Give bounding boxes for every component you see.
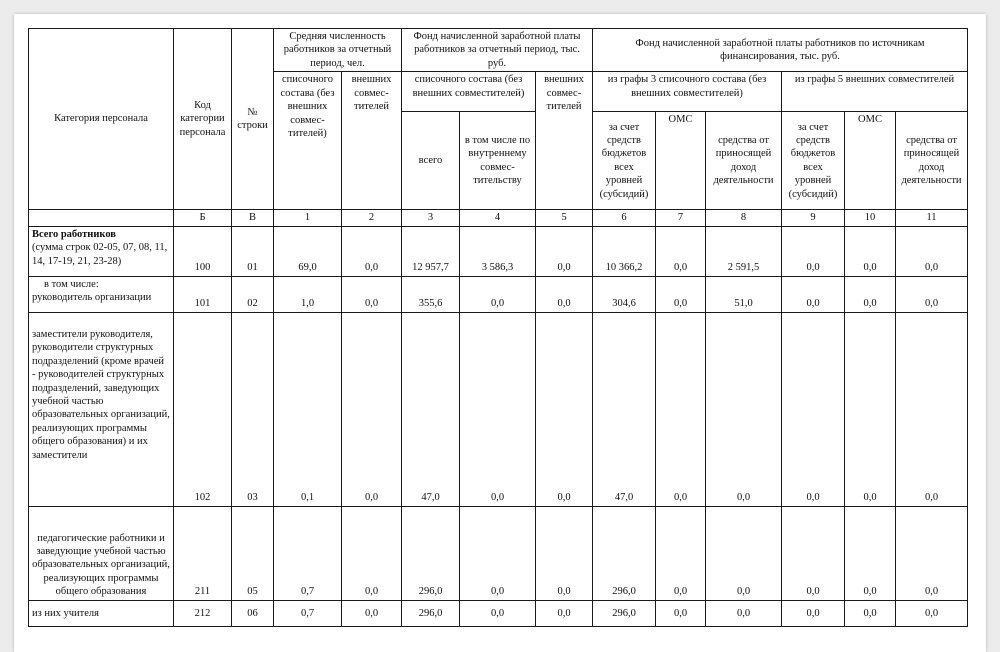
cell-value: 0,0 [896,506,968,600]
row-code: 101 [174,276,232,312]
document-sheet [14,14,986,652]
cell-value: 0,0 [706,312,782,506]
cell-value: 0,0 [342,600,402,626]
cell-value: 296,0 [593,506,656,600]
col-number: 4 [460,210,536,226]
header-avg-list-staff: списочного состава (без внешних совмес-тителей) [274,72,342,210]
cell-value: 0,0 [782,226,845,276]
cell-value: 0,0 [896,600,968,626]
cell-value: 0,0 [845,312,896,506]
cell-value: 0,0 [656,226,706,276]
cell-value: 0,1 [274,312,342,506]
header-from-column-3: из графы 3 списочного состава (без внешних совместителей) [593,72,782,112]
header-g5-oms: ОМС [845,112,896,210]
col-number: Б [174,210,232,226]
table-row [29,276,968,312]
header-category: Категория персонала [29,29,174,210]
col-number: 2 [342,210,402,226]
col-number-empty [29,210,174,226]
cell-value: 3 586,3 [460,226,536,276]
cell-value: 296,0 [402,600,460,626]
row-title: из них учителя [32,607,99,619]
cell-value: 0,7 [274,506,342,600]
header-avg-external: внешних совмес-тителей [342,72,402,210]
col-number: 7 [656,210,706,226]
cell-value: 296,0 [402,506,460,600]
header-code: Код категории персонала [174,29,232,210]
cell-value: 51,0 [706,276,782,312]
cell-value: 0,0 [845,600,896,626]
cell-value: 0,0 [460,312,536,506]
table-row [29,600,968,626]
cell-value: 0,0 [845,276,896,312]
row-category [29,276,174,312]
cell-value: 0,0 [342,276,402,312]
col-number: 3 [402,210,460,226]
row-title: заместители руководителя, руководители структурных подразделений (кроме врачей - руководителей структурных подразделений, заведующих учебной частью образовательных организаций, реализующих программы общего образования) и их заместители [32,328,170,461]
header-from-column-5: из графы 5 внешних совместителей [782,72,968,112]
cell-value: 2 591,5 [706,226,782,276]
cell-value: 0,0 [656,276,706,312]
cell-value: 0,0 [536,506,593,600]
cell-value: 0,0 [782,312,845,506]
header-avg-count: Средняя численность работников за отчетный период, чел. [274,29,402,72]
cell-value: 0,0 [656,506,706,600]
cell-value: 12 957,7 [402,226,460,276]
col-number: 1 [274,210,342,226]
cell-value: 10 366,2 [593,226,656,276]
table-row [29,226,968,276]
header-fund-list-staff: списочного состава (без внешних совместителей) [402,72,536,112]
cell-value: 0,0 [782,600,845,626]
cell-value: 0,0 [460,276,536,312]
row-title: руководитель организации [32,292,152,304]
header-fund-external: внешних совмес-тителей [536,72,593,210]
row-category [29,600,174,626]
cell-value: 0,0 [896,276,968,312]
row-number: 03 [232,312,274,506]
cell-value: 0,0 [656,600,706,626]
col-number: 5 [536,210,593,226]
table-row [29,506,968,600]
cell-value: 1,0 [274,276,342,312]
col-number: 11 [896,210,968,226]
col-number: 10 [845,210,896,226]
header-fund-internal: в том числе по внутреннему совмес-тительству [460,112,536,210]
table-row [29,312,968,506]
cell-value: 0,0 [536,226,593,276]
cell-value: 47,0 [402,312,460,506]
cell-value: 0,0 [845,506,896,600]
cell-value: 0,0 [536,276,593,312]
cell-value: 0,0 [342,312,402,506]
row-category [29,506,174,600]
header-g3-income: средства от приносящей доход деятельности [706,112,782,210]
cell-value: 0,0 [782,276,845,312]
col-number: В [232,210,274,226]
row-title: педагогические работники и заведующие учебной частью образовательных организаций, реализующих программы общего образования [32,532,170,598]
header-fund-total: всего [402,112,460,210]
row-number: 05 [232,506,274,600]
row-pretitle: в том числе: [44,278,99,290]
cell-value: 0,0 [896,226,968,276]
cell-value: 0,0 [342,506,402,600]
cell-value: 0,0 [536,600,593,626]
cell-value: 0,0 [706,506,782,600]
row-title: Всего работников [32,228,116,240]
header-g3-oms: ОМС [656,112,706,210]
header-row-number: № строки [232,29,274,210]
col-number: 9 [782,210,845,226]
cell-value: 0,7 [274,600,342,626]
row-number: 06 [232,600,274,626]
header-wage-fund: Фонд начисленной заработной платы работников за отчетный период, тыс. руб. [402,29,593,72]
cell-value: 0,0 [706,600,782,626]
row-number: 01 [232,226,274,276]
cell-value: 0,0 [845,226,896,276]
row-subtitle: (сумма строк 02-05, 07, 08, 11, 14, 17-19, 21, 23-28) [32,242,168,267]
row-number: 02 [232,276,274,312]
header-g5-budget: за счет средств бюджетов всех уровней (субсидий) [782,112,845,210]
cell-value: 304,6 [593,276,656,312]
header-g5-income: средства от приносящей доход деятельности [896,112,968,210]
personnel-wage-table [28,28,968,627]
row-code: 212 [174,600,232,626]
cell-value: 0,0 [460,600,536,626]
cell-value: 0,0 [656,312,706,506]
col-number: 8 [706,210,782,226]
row-category [29,312,174,506]
row-code: 211 [174,506,232,600]
cell-value: 296,0 [593,600,656,626]
cell-value: 0,0 [536,312,593,506]
cell-value: 0,0 [782,506,845,600]
header-g3-budget: за счет средств бюджетов всех уровней (субсидий) [593,112,656,210]
cell-value: 47,0 [593,312,656,506]
header-funding-sources: Фонд начисленной заработной платы работников по источникам финансирования, тыс. руб. [593,29,968,72]
row-code: 100 [174,226,232,276]
cell-value: 69,0 [274,226,342,276]
cell-value: 0,0 [460,506,536,600]
row-code: 102 [174,312,232,506]
col-number: 6 [593,210,656,226]
cell-value: 0,0 [896,312,968,506]
cell-value: 355,6 [402,276,460,312]
row-category [29,226,174,276]
cell-value: 0,0 [342,226,402,276]
